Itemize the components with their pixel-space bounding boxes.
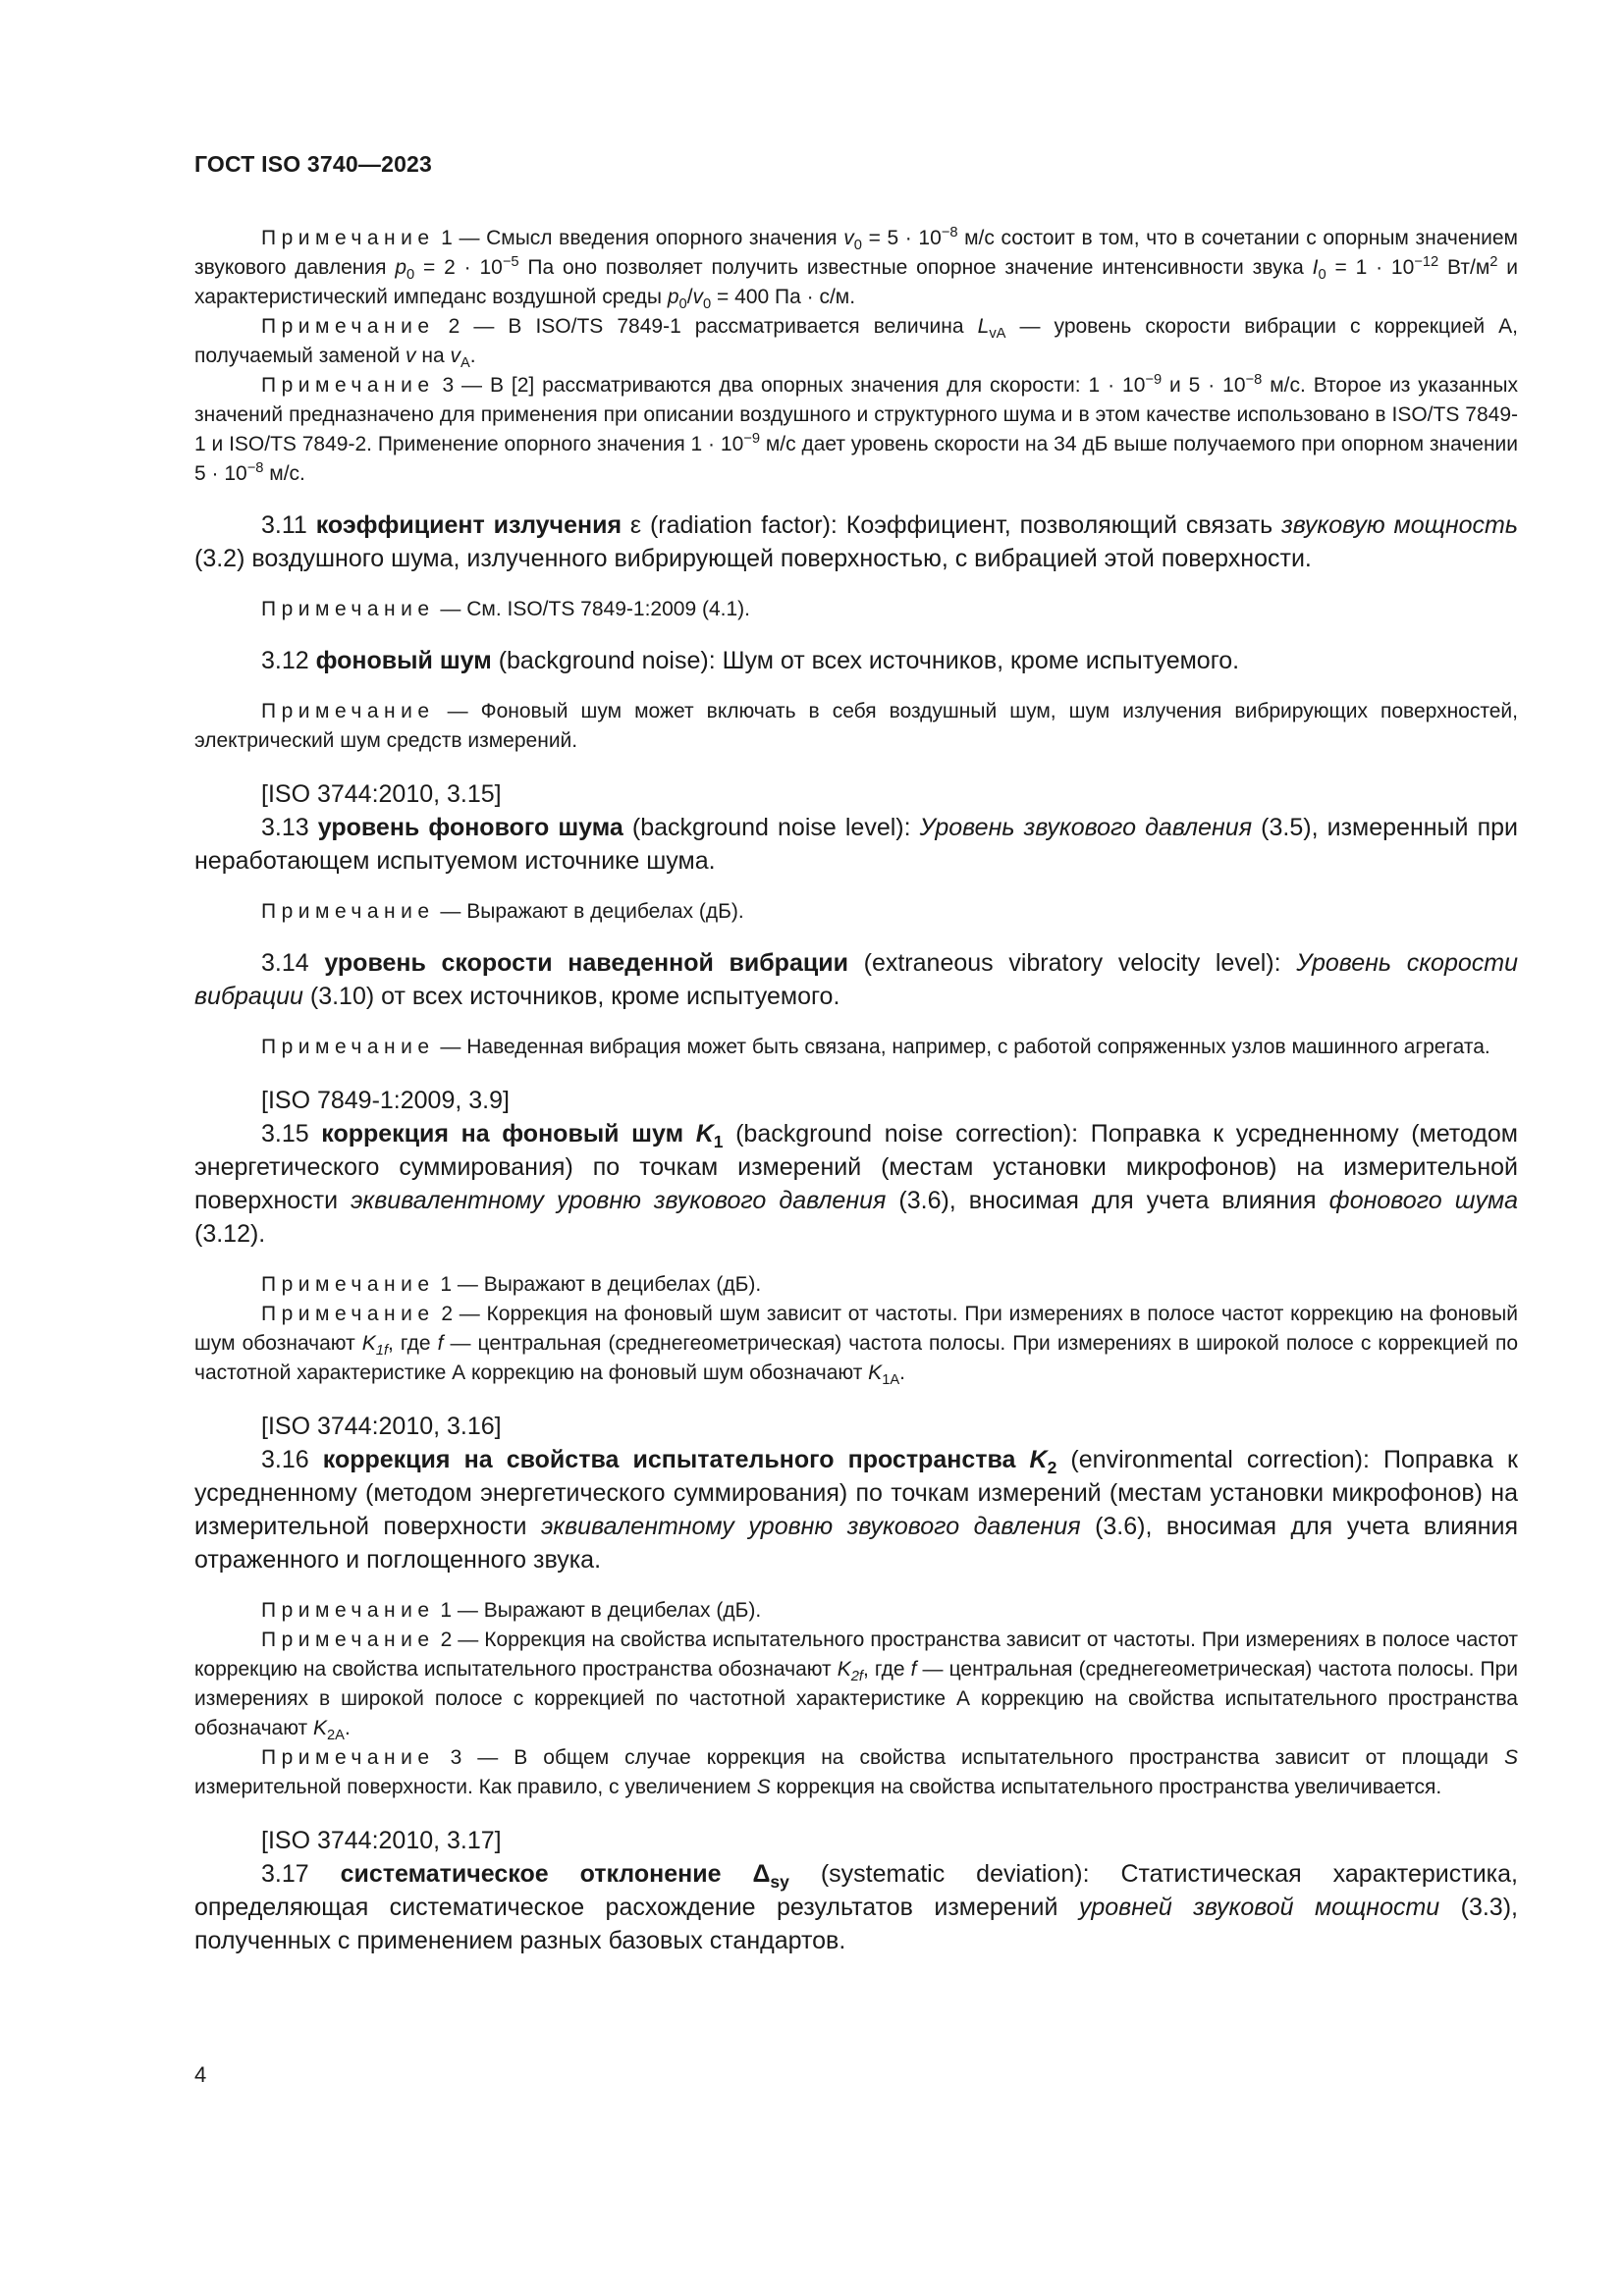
note-label: Примечание bbox=[261, 700, 435, 722]
note-label: Примечание bbox=[261, 1746, 435, 1769]
source-ref-3-12: [ISO 3744:2010, 3.15] bbox=[261, 780, 502, 808]
definition-3-17: 3.17 систематическое отклонение $\Delta_{sy}$ (systematic deviation): Статистическая характеристика, определяющая систематическое расхождение результатов измерений уровней звуковой мощности (3.3), полученных с применением разных базовых стандартов. bbox=[194, 1860, 1519, 1954]
source-ref-3-14: [ISO 7849-1:2009, 3.9] bbox=[261, 1087, 510, 1114]
definition-3-13: 3.13 уровень фонового шума (background noise level): Уровень звукового давления (3.5), измеренный при неработающем испытуемом источнике шума. bbox=[194, 814, 1518, 875]
note-3-16-2: Примечание 2 — Коррекция на свойства испытательного пространства зависит от частоты. При измерениях в полосе частот коррекцию на свойства испытательного пространства обозначают $K_{2f}$, где f — центральная (среднегеометрическая) частота полосы. При измерениях в широкой полосе с коррекцией по частотной характеристике А коррекцию на свойства испытательного пространства обозначают $K_{2A}$. bbox=[194, 1629, 1518, 1744]
note-3-14: Примечание — Наведенная вибрация может быть связана, например, с работой сопряженных узлов машинного агрегата. bbox=[261, 1036, 1490, 1058]
note-3-16-3: Примечание 3 — В общем случае коррекция на свойства испытательного пространства зависит от площади S измерительной поверхности. Как правило, с увеличением S коррекция на свойства испытательного пространства увеличивается. bbox=[194, 1746, 1518, 1798]
note-3-13: Примечание — Выражают в децибелах (дБ). bbox=[261, 900, 744, 923]
note-3-10-3: Примечание 3 — В [2] рассматриваются два опорных значения для скорости: $1 \cdot 10^{-9}$ и $5 \cdot 10^{-8}$ м/с. Второе из указанных значений предназначено для применения при описании воздушного и структурного шума и в этом качестве использовано в ISO/TS 7849-1 и ISO/TS 7849-2. Применение опорного значения $1 \cdot 10^{-9}$ м/с дает уровень скорости на 34 дБ выше получаемого при опорном значении $5 \cdot 10^{-8}$ м/с. bbox=[194, 372, 1518, 485]
source-ref-3-15: [ISO 3744:2010, 3.16] bbox=[261, 1413, 502, 1440]
definition-3-16: 3.16 коррекция на свойства испытательного пространства $K_2$ (environmental correction): Поправка к усредненному (методом энергетического суммирования) по точкам измерений (местам установки микрофонов) на измерительной поверхности эквивалентному уровню звукового давления (3.6), вносимая для учета влияния отраженного и поглощенного звука. bbox=[194, 1446, 1518, 1574]
note-label: Примечание bbox=[261, 315, 435, 338]
page-number: 4 bbox=[194, 2062, 207, 2087]
definition-3-12: 3.12 фоновый шум (background noise): Шум от всех источников, кроме испытуемого. bbox=[261, 647, 1240, 674]
note-3-11: Примечание — См. ISO/TS 7849-1:2009 (4.1). bbox=[261, 598, 750, 620]
note-label: Примечание bbox=[261, 374, 435, 397]
note-3-16-1: Примечание 1 — Выражают в децибелах (дБ). bbox=[261, 1599, 762, 1622]
source-ref-3-16: [ISO 3744:2010, 3.17] bbox=[261, 1827, 502, 1854]
note-label: Примечание bbox=[261, 598, 435, 620]
note-label: Примечание bbox=[261, 1599, 435, 1622]
note-label: Примечание bbox=[261, 1629, 435, 1651]
note-3-10-1: Примечание 1 — Смысл введения опорного значения $v_0 = 5 \cdot 10^{-8}$ м/с состоит в том, что в сочетании с опорным значением звукового давления $p_0 = 2 \cdot 10^{-5}$ Па оно позволяет получить известные опорное значение интенсивности звука $I_0 = 1 \cdot 10^{-12}$ $Вт/м^2$ и характеристический импеданс воздушной среды $p_0/v_0 = 400$ Па · с/м. bbox=[194, 225, 1519, 313]
note-3-15-2: Примечание 2 — Коррекция на фоновый шум зависит от частоты. При измерениях в полосе частот коррекцию на фоновый шум обозначают $K_{1f}$, где f — центральная (среднегеометрическая) частота полосы. При измерениях в широкой полосе с коррекцией по частотной характеристике А коррекцию на фоновый шум обозначают $K_{1A}$. bbox=[194, 1303, 1519, 1389]
definition-3-11: 3.11 коэффициент излучения ε (radiation factor): Коэффициент, позволяющий связать звуковую мощность (3.2) воздушного шума, излученного вибрирующей поверхностью, с вибрацией этой поверхности. bbox=[194, 511, 1519, 572]
document-header: ГОСТ ISO 3740—2023 bbox=[194, 151, 433, 177]
note-3-12: Примечание — Фоновый шум может включать в себя воздушный шум, шум излучения вибрирующих поверхностей, электрический шум средств измерений. bbox=[194, 700, 1518, 752]
note-label: Примечание bbox=[261, 1036, 435, 1058]
note-label: Примечание bbox=[261, 900, 435, 923]
note-3-15-1: Примечание 1 — Выражают в децибелах (дБ). bbox=[261, 1273, 762, 1296]
definition-3-15: 3.15 коррекция на фоновый шум $K_1$ (background noise correction): Поправка к усредненному (методом энергетического суммирования) по точкам измерений (местам установки микрофонов) на измерительной поверхности эквивалентному уровню звукового давления (3.6), вносимая для учета влияния фонового шума (3.12). bbox=[194, 1120, 1518, 1248]
document-body bbox=[194, 224, 1518, 1957]
definition-3-14: 3.14 уровень скорости наведенной вибрации (extraneous vibratory velocity level): Уровень скорости вибрации (3.10) от всех источников, кроме испытуемого. bbox=[194, 949, 1518, 1010]
note-label: Примечание bbox=[261, 1273, 435, 1296]
note-label: Примечание bbox=[261, 227, 435, 249]
note-3-10-2: Примечание 2 — В ISO/TS 7849-1 рассматривается величина $L_{vA}$ — уровень скорости вибрации с коррекцией А, получаемый заменой v на $v_A$. bbox=[194, 315, 1518, 372]
note-label: Примечание bbox=[261, 1303, 435, 1325]
